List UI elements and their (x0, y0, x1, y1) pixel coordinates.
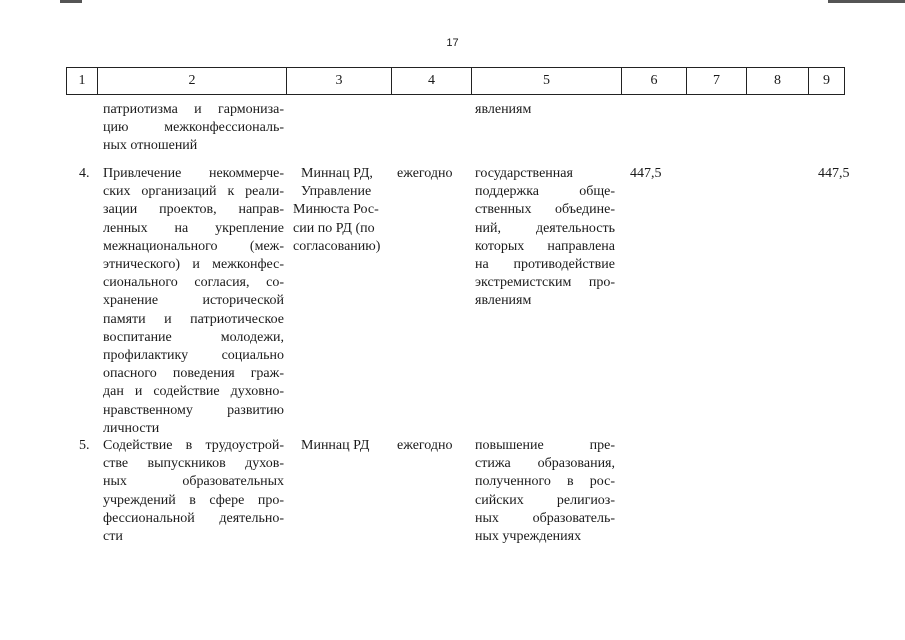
row-4-measure (103, 165, 284, 438)
row-4-measure-line: профилактику социально (103, 348, 284, 364)
row-4-result-line: ний, деятельность (475, 220, 615, 236)
row-4-executor-line: Минюста Рос- (293, 202, 379, 218)
row-5-result-line: полученного в рос- (475, 474, 615, 490)
continuation-col2-line: ных отношений (103, 138, 198, 154)
row-5-measure-line: учреждений в сфере про- (103, 492, 284, 508)
continuation-col2-line: цию межконфессиональ- (103, 120, 284, 136)
row-5-deadline: ежегодно (397, 438, 453, 453)
row-4-result (475, 165, 615, 311)
row-5-measure-line: Содействие в трудоустрой- (103, 438, 284, 453)
row-4-measure-line: воспитание молодежи, (103, 329, 284, 345)
header-col-5: 5 (472, 68, 622, 94)
row-4-measure-line: опасного поведения граж- (103, 366, 284, 382)
row-4-result-line: которых направлена (475, 238, 615, 254)
row-4-measure-line: зации проектов, направ- (103, 202, 284, 218)
row-4-result-line: на противодействие (475, 257, 615, 273)
row-4-measure-line: межнационального (меж- (103, 238, 284, 254)
header-col-3: 3 (287, 68, 392, 94)
row-4-measure-line: хранение исторической (103, 293, 284, 309)
row-4-measure-line: Привлечение некоммерче- (103, 166, 284, 181)
row-4-number: 4. (79, 166, 90, 181)
row-5-executor (301, 437, 396, 455)
row-4-measure-line: ленных на укрепление (103, 220, 284, 236)
continuation-col2-line: патриотизма и гармониза- (103, 102, 284, 117)
row-4-measure-line: ских организаций к реали- (103, 184, 284, 200)
scan-artifact-right (828, 0, 905, 3)
row-4-executor-line: Управление (301, 184, 372, 200)
header-col-9: 9 (823, 73, 830, 88)
continuation-col-5 (475, 101, 615, 119)
row-5-measure (103, 437, 284, 546)
row-4-measure-line: личности (103, 420, 160, 436)
row-5-executor-line: Миннац РД (301, 438, 370, 453)
row-4-result-line: явлениям (475, 293, 532, 309)
row-5-number: 5. (79, 438, 90, 453)
continuation-col5-line: явлениям (475, 102, 532, 117)
row-4-result-line: государственная (475, 166, 573, 181)
row-4-executor (293, 165, 393, 256)
header-col-8: 8 (747, 68, 809, 94)
row-4-executor-line: согласованию) (293, 238, 381, 254)
row-5-measure-line: фессиональной деятельно- (103, 510, 284, 526)
row-5-result-line: ных учреждениях (475, 529, 582, 545)
row-5-measure-line: стве выпускников духов- (103, 456, 284, 472)
header-col-6: 6 (622, 68, 687, 94)
row-5-result (475, 437, 615, 546)
row-4-funding-total: 447,5 (630, 166, 662, 181)
row-5-measure-line: сти (103, 529, 123, 545)
row-4-result-line: экстремистским про- (475, 275, 615, 291)
row-4-measure-line: памяти и патриотическое (103, 311, 284, 327)
row-4-measure-line: нравственному развитию (103, 402, 284, 418)
scan-artifact-left (60, 0, 82, 3)
header-col-4: 4 (392, 68, 472, 94)
row-5-measure-line: ных образовательных (103, 474, 284, 490)
row-4-result-line: ственных объедине- (475, 202, 615, 218)
row-4-executor-line: Миннац РД, (301, 166, 373, 181)
row-4-measure-line: дан и содействие духовно- (103, 384, 284, 400)
row-4-measure-line: сионального согласия, со- (103, 275, 284, 291)
page-number: 17 (446, 37, 459, 49)
row-5-result-line: сийских религиоз- (475, 492, 615, 508)
header-col-1: 1 (67, 68, 98, 94)
row-4-funding-col9: 447,5 (818, 166, 850, 181)
header-col-7: 7 (687, 68, 747, 94)
continuation-col-2 (103, 101, 284, 156)
row-4-measure-line: этнического) и межконфес- (103, 257, 284, 273)
row-4-result-line: поддержка обще- (475, 184, 615, 200)
row-5-result-line: повышение пре- (475, 438, 615, 453)
header-col-2: 2 (98, 68, 287, 94)
row-4-executor-line: сии по РД (по (293, 220, 375, 236)
table-header-row (66, 67, 845, 95)
row-5-result-line: ных образователь- (475, 510, 615, 526)
row-4-deadline: ежегодно (397, 166, 453, 181)
row-5-result-line: стижа образования, (475, 456, 615, 472)
